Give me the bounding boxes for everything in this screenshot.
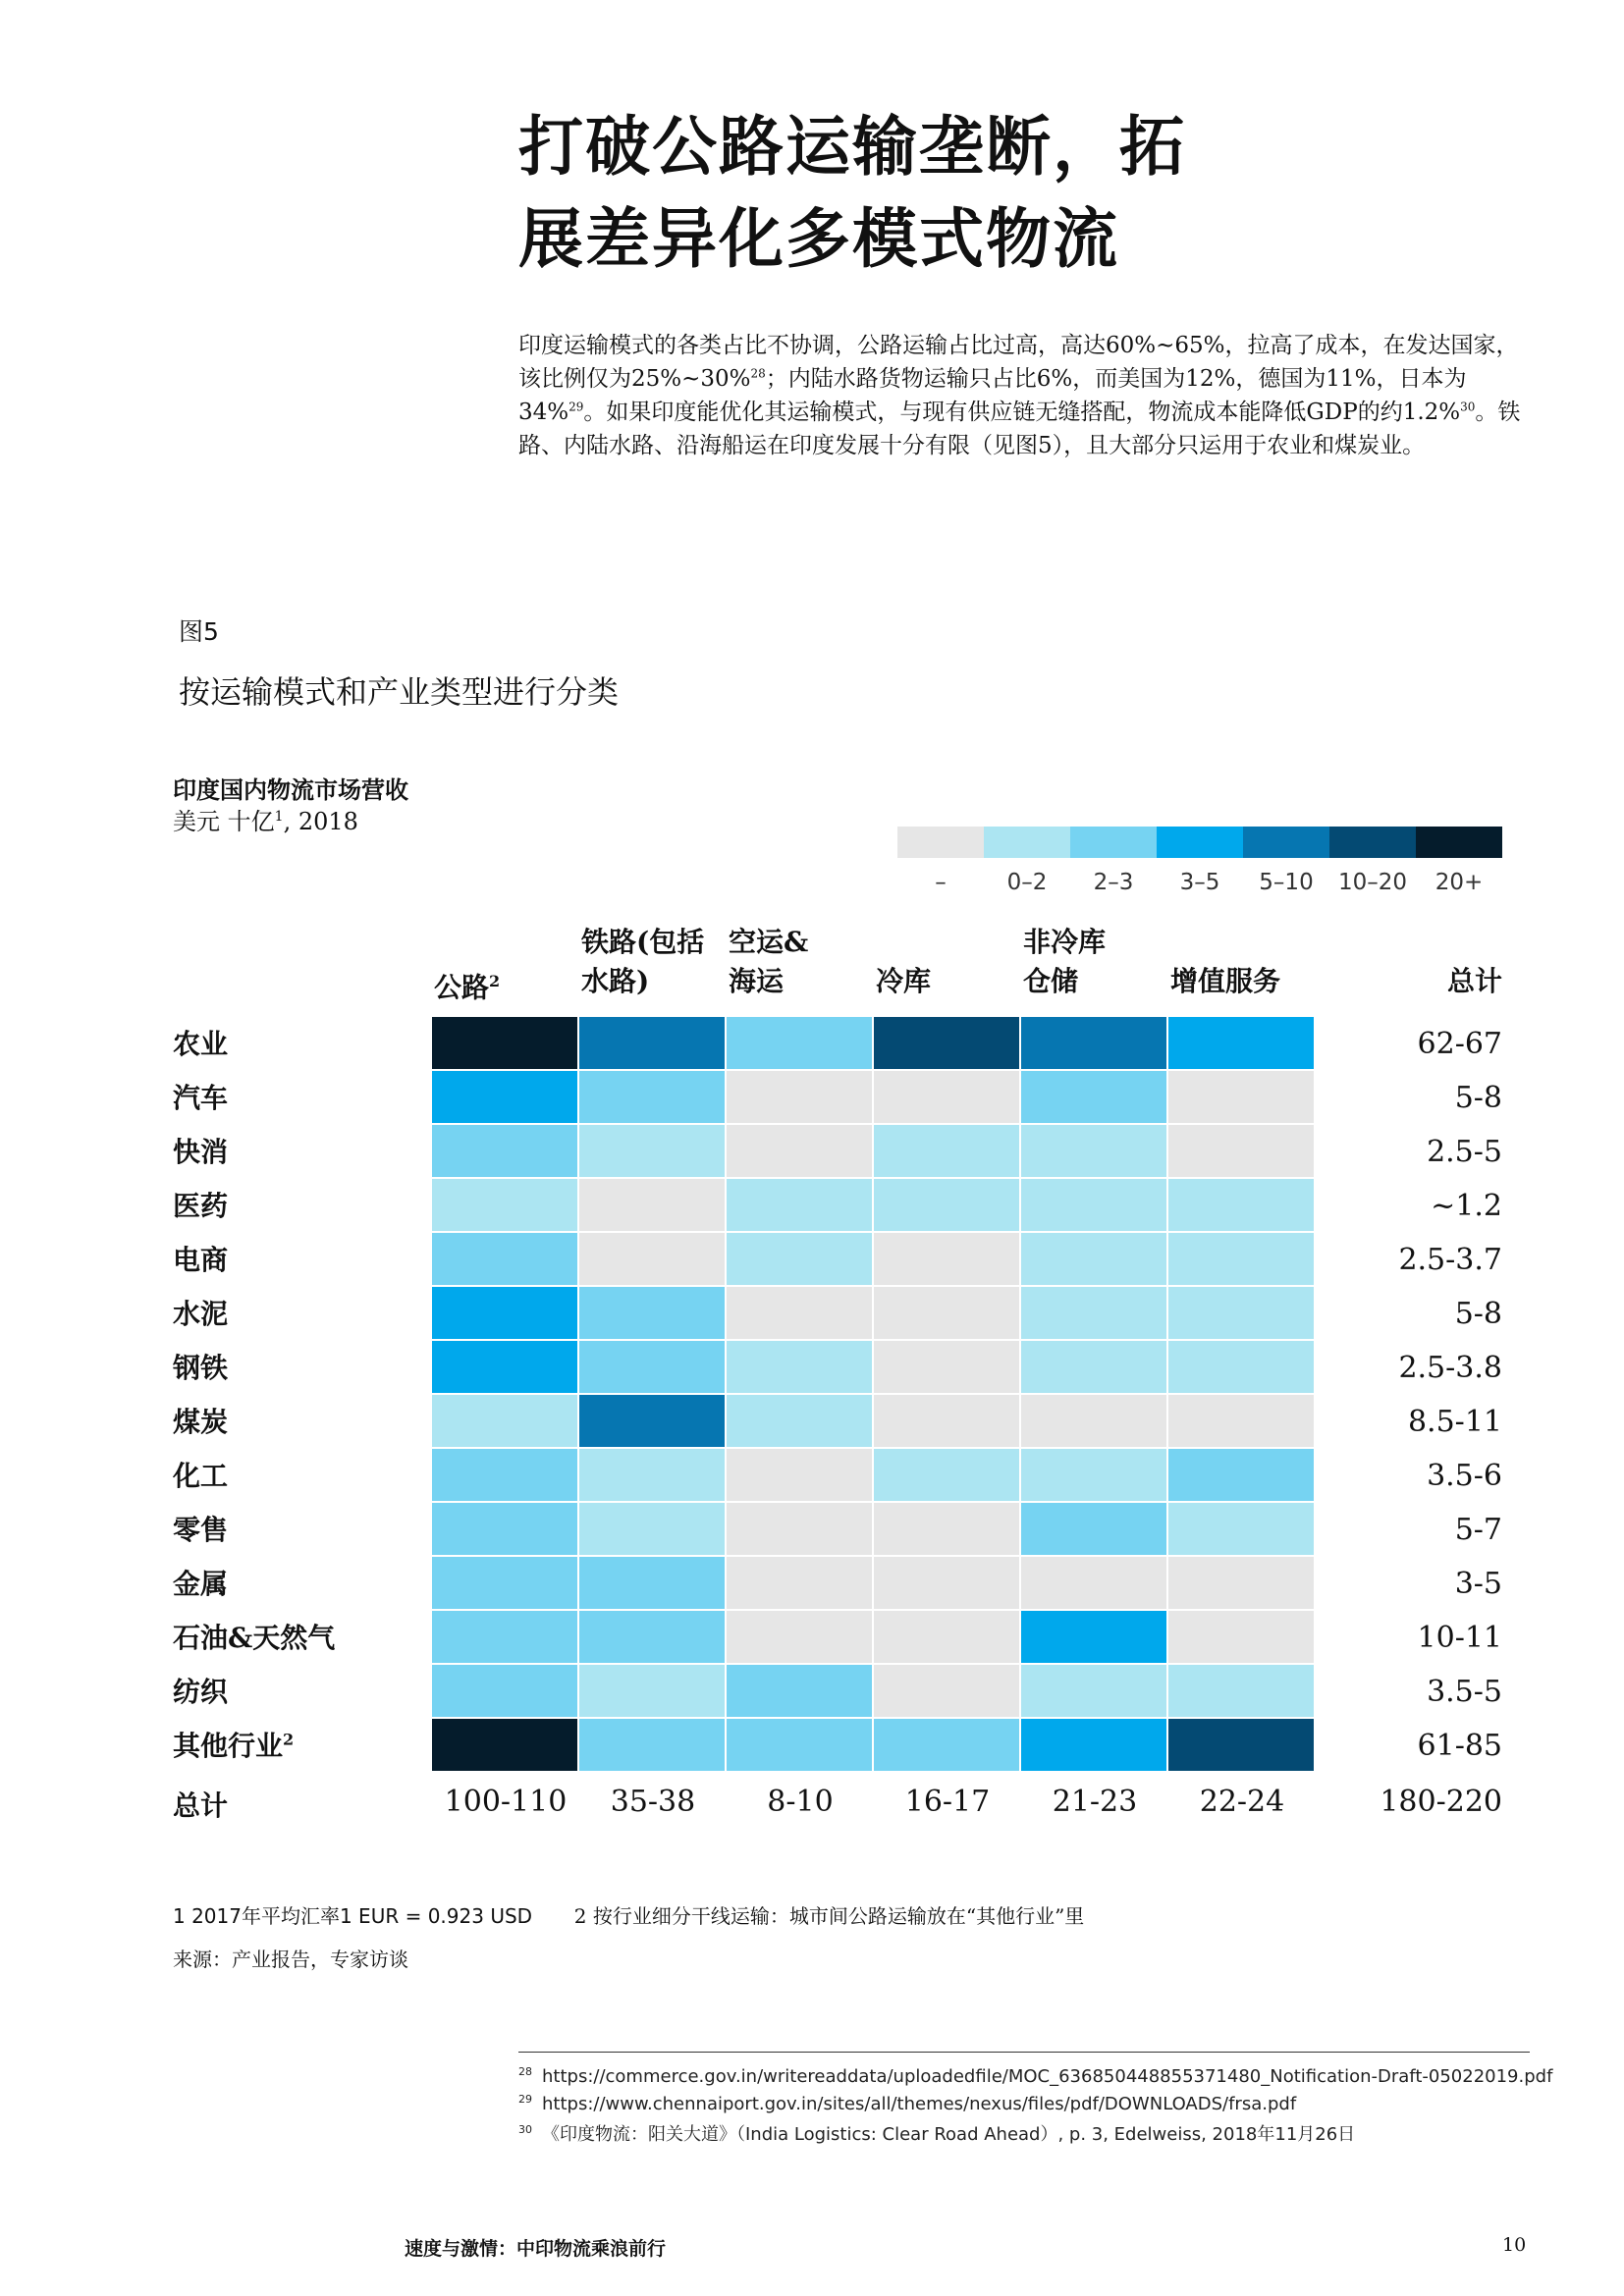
heatmap-cell: [432, 1233, 577, 1285]
footer-title: 速度与激情：中印物流乘浪前行: [405, 2238, 667, 2260]
row-total: 10-11: [1417, 1621, 1502, 1655]
row-label: 水泥: [173, 1298, 229, 1330]
heatmap-cell: [1021, 1665, 1166, 1717]
footnotes: [173, 1900, 1084, 1929]
heatmap-cell: [432, 1449, 577, 1501]
heatmap-cell: [432, 1557, 577, 1609]
legend-swatch: [1070, 827, 1157, 858]
column-header-line1: 空运&: [729, 926, 809, 958]
heatmap-cell: [874, 1341, 1019, 1393]
heatmap-cell: [1168, 1341, 1314, 1393]
heatmap-cell: [1168, 1395, 1314, 1447]
footnote-2: 2 按行业细分干线运输：城市间公路运输放在“其他行业”里: [573, 1904, 1085, 1928]
column-total: 35-38: [610, 1785, 696, 1819]
heatmap-cell: [432, 1719, 577, 1771]
legend-label: 10–20: [1337, 870, 1408, 895]
grand-total: 180-220: [1380, 1785, 1502, 1819]
legend-label: –: [935, 870, 947, 895]
heatmap-cell: [1021, 1287, 1166, 1339]
heatmap-cell: [727, 1017, 872, 1069]
heatmap-cell: [727, 1341, 872, 1393]
row-total: 2.5-5: [1427, 1135, 1502, 1169]
legend-swatch: [1157, 827, 1243, 858]
reference-number: 28: [518, 2065, 532, 2078]
heatmap-cell: [579, 1449, 725, 1501]
row-label: 汽车: [173, 1082, 229, 1114]
row-total: 3.5-5: [1427, 1675, 1502, 1709]
heatmap-cell: [579, 1395, 725, 1447]
legend-label: 20+: [1435, 870, 1484, 895]
heatmap-cell: [579, 1341, 725, 1393]
heatmap-cell: [874, 1557, 1019, 1609]
heatmap-cell: [874, 1071, 1019, 1123]
heatmap-cell: [432, 1395, 577, 1447]
column-header-line2: 增值服务: [1170, 965, 1281, 997]
heatmap-cell: [432, 1665, 577, 1717]
heatmap-cell: [1168, 1125, 1314, 1177]
column-total: 100-110: [444, 1785, 568, 1819]
total-header: 总计: [1446, 965, 1502, 997]
heatmap-cell: [579, 1287, 725, 1339]
legend-swatch: [984, 827, 1070, 858]
reference-number: 29: [518, 2093, 532, 2106]
row-total: ~1.2: [1431, 1189, 1502, 1223]
legend-label: 2–3: [1093, 870, 1134, 895]
heatmap-cell: [727, 1395, 872, 1447]
heatmap-cell: [874, 1125, 1019, 1177]
row-label: 化工: [173, 1460, 229, 1492]
row-total: 5-8: [1454, 1297, 1502, 1331]
row-total: 2.5-3.7: [1398, 1243, 1502, 1277]
heatmap-cell: [1021, 1719, 1166, 1771]
chart-legend: [897, 827, 1502, 895]
figure-label: 图5: [179, 617, 219, 646]
page-title: [518, 100, 1265, 285]
chart-title: 印度国内物流市场营收: [173, 775, 408, 804]
page-title-line2: 展差异化多模式物流: [518, 200, 1119, 277]
reference-item: [518, 2065, 1552, 2087]
heatmap-cell: [579, 1179, 725, 1231]
heatmap-cell: [727, 1287, 872, 1339]
row-label: 纺织: [173, 1676, 229, 1708]
footnote-1: 1 2017年平均汇率1 EUR = 0.923 USD: [173, 1904, 533, 1928]
column-header: [581, 923, 725, 1001]
chart-unit-text: 美元 十亿: [173, 808, 275, 835]
row-total: 2.5-3.8: [1398, 1351, 1502, 1385]
column-total: 16-17: [904, 1785, 991, 1819]
heatmap-cell: [727, 1503, 872, 1555]
legend-label: 3–5: [1179, 870, 1220, 895]
heatmap-cell: [874, 1233, 1019, 1285]
heatmap-cell: [432, 1179, 577, 1231]
row-total: 5-8: [1454, 1081, 1502, 1115]
heatmap-cell: [1021, 1557, 1166, 1609]
intro-text-1: 印度运输模式的各类占比不协调，公路运输占比过高，高达60%~65%，拉高了成本，在发达国家，该比例仅为25%~30%: [518, 333, 1519, 392]
column-total: 21-23: [1052, 1785, 1138, 1819]
row-label: 农业: [173, 1028, 229, 1060]
heatmap-cell: [1168, 1503, 1314, 1555]
column-header: [1170, 962, 1314, 1001]
column-header-line2: 海运: [729, 965, 785, 997]
heatmap-cell: [727, 1719, 872, 1771]
legend-item: [897, 827, 984, 895]
heatmap-cell: [1168, 1449, 1314, 1501]
row-label: 金属: [173, 1568, 229, 1600]
intro-paragraph: [518, 329, 1530, 462]
heatmap-cell: [1021, 1503, 1166, 1555]
heatmap-cell: [1168, 1665, 1314, 1717]
legend-item: [984, 827, 1070, 895]
heatmap-cell: [579, 1665, 725, 1717]
heatmap-cell: [874, 1665, 1019, 1717]
row-label: 零售: [173, 1514, 229, 1546]
legend-item: [1416, 827, 1502, 895]
column-header-line1: 铁路(包括: [581, 926, 705, 958]
row-label: 石油&天然气: [173, 1622, 336, 1654]
page-number: 10: [1502, 2234, 1527, 2256]
page-title-line1: 打破公路运输垄断，拓: [518, 108, 1186, 185]
column-total: 22-24: [1199, 1785, 1285, 1819]
heatmap-cell: [432, 1287, 577, 1339]
row-label: 煤炭: [173, 1406, 229, 1438]
chart-unit-year: , 2018: [283, 808, 358, 835]
legend-swatch: [1329, 827, 1416, 858]
heatmap-cell: [874, 1395, 1019, 1447]
reference-text: https://commerce.gov.in/writereaddata/uploadedfile/MOC_636850448855371480_Notification-Draft-05022019.pdf: [542, 2066, 1553, 2087]
legend-item: [1329, 827, 1416, 895]
heatmap-cell: [1021, 1341, 1166, 1393]
references-divider: [518, 2052, 1530, 2053]
column-header-line1: 非冷库: [1023, 926, 1107, 958]
heatmap-cell: [874, 1017, 1019, 1069]
legend-item: [1243, 827, 1329, 895]
heatmap-cell: [874, 1503, 1019, 1555]
heatmap-cell: [727, 1233, 872, 1285]
heatmap-cell: [874, 1287, 1019, 1339]
heatmap-cell: [1168, 1611, 1314, 1663]
row-total: 3-5: [1454, 1567, 1502, 1601]
column-header-line2: 冷库: [876, 965, 932, 997]
legend-swatch: [1243, 827, 1329, 858]
heatmap-cell: [579, 1503, 725, 1555]
reference-text: 《印度物流：阳关大道》（India Logistics: Clear Road Ahead）, p. 3, Edelweiss, 2018年11月26日: [542, 2124, 1356, 2145]
row-total: 8.5-11: [1407, 1405, 1502, 1439]
chart-unit-sup: 1: [274, 809, 284, 825]
column-header: [876, 962, 1019, 1001]
row-label: 其他行业$^2$: [173, 1730, 295, 1762]
heatmap-cell: [727, 1449, 872, 1501]
heatmap-cell: [874, 1179, 1019, 1231]
heatmap-cell: [1021, 1071, 1166, 1123]
row-total: 5-7: [1454, 1513, 1502, 1547]
heatmap-cell: [1168, 1233, 1314, 1285]
ref-marker-28: 28: [750, 366, 766, 381]
chart-unit: [173, 802, 358, 836]
heatmap-cell: [1168, 1719, 1314, 1771]
intro-text-3: 。如果印度能优化其运输模式，与现有供应链无缝搭配，物流成本能降低GDP的约1.2%: [583, 400, 1461, 425]
figure-title: 按运输模式和产业类型进行分类: [179, 673, 620, 711]
heatmap-cell: [727, 1665, 872, 1717]
intro-text-4: 。铁路、内陆水路、沿海船运在印度发展十分有限（见图5），且大部分只运用于农业和煤炭业。: [518, 400, 1521, 458]
heatmap-cell: [727, 1125, 872, 1177]
heatmap-cell: [1168, 1179, 1314, 1231]
column-header-line2: 水路): [581, 965, 650, 997]
heatmap-cell: [432, 1503, 577, 1555]
heatmap-cell: [432, 1125, 577, 1177]
heatmap-cell: [432, 1611, 577, 1663]
column-header: [1023, 923, 1166, 1001]
row-label: 电商: [173, 1244, 229, 1276]
heatmap-cell: [1168, 1287, 1314, 1339]
row-label: 医药: [173, 1190, 229, 1222]
heatmap-cell: [874, 1449, 1019, 1501]
row-label-sup: 2: [283, 1730, 295, 1749]
heatmap-cell: [1021, 1611, 1166, 1663]
heatmap-cell: [727, 1179, 872, 1231]
heatmap-cell: [432, 1341, 577, 1393]
row-label: 快消: [173, 1136, 229, 1168]
heatmap-cell: [874, 1611, 1019, 1663]
heatmap-cell: [579, 1071, 725, 1123]
heatmap-cell: [1168, 1071, 1314, 1123]
column-header-sup: 2: [489, 972, 501, 990]
ref-marker-29: 29: [568, 400, 584, 414]
heatmap-cell: [579, 1233, 725, 1285]
column-header: [434, 962, 577, 1007]
heatmap-cell: [1021, 1449, 1166, 1501]
heatmap-cell: [874, 1719, 1019, 1771]
heatmap-cell: [579, 1017, 725, 1069]
heatmap-cell: [432, 1071, 577, 1123]
ref-marker-30: 30: [1460, 400, 1476, 414]
row-total: 61-85: [1417, 1729, 1502, 1763]
source-note: 来源：产业报告，专家访谈: [173, 1948, 408, 1971]
column-header: [729, 923, 872, 1001]
legend-swatch: [897, 827, 984, 858]
heatmap-cell: [579, 1611, 725, 1663]
column-totals-label: 总计: [173, 1789, 229, 1822]
column-header-line2: 公路$^2$: [434, 971, 501, 1004]
heatmap-cell: [727, 1071, 872, 1123]
heatmap-cell: [579, 1719, 725, 1771]
legend-label: 5–10: [1259, 870, 1314, 895]
heatmap-cell: [579, 1557, 725, 1609]
legend-item: [1157, 827, 1243, 895]
heatmap-cell: [1021, 1125, 1166, 1177]
column-header-line2: 仓储: [1023, 965, 1079, 997]
heatmap-cell: [727, 1611, 872, 1663]
heatmap-cell: [1021, 1395, 1166, 1447]
heatmap-cell: [1168, 1557, 1314, 1609]
row-total: 62-67: [1417, 1027, 1502, 1061]
legend-label: 0–2: [1006, 870, 1048, 895]
intro-text-2: ；内陆水路货物运输只占比6%，而美国为12%，德国为11%，日本为34%: [518, 366, 1467, 425]
reference-item: [518, 2120, 1355, 2146]
heatmap-cell: [1168, 1017, 1314, 1069]
heatmap-cell: [432, 1017, 577, 1069]
reference-item: [518, 2093, 1296, 2114]
heatmap-cell: [727, 1557, 872, 1609]
reference-number: 30: [518, 2123, 532, 2136]
row-label: 钢铁: [173, 1352, 229, 1384]
heatmap-cell: [579, 1125, 725, 1177]
heatmap-cell: [1021, 1233, 1166, 1285]
reference-text: https://www.chennaiport.gov.in/sites/all/themes/nexus/files/pdf/DOWNLOADS/frsa.pdf: [542, 2094, 1297, 2114]
heatmap-cell: [1021, 1179, 1166, 1231]
legend-item: [1070, 827, 1157, 895]
legend-swatch: [1416, 827, 1502, 858]
column-total: 8-10: [767, 1785, 834, 1819]
row-total: 3.5-6: [1427, 1459, 1502, 1493]
heatmap-cell: [1021, 1017, 1166, 1069]
